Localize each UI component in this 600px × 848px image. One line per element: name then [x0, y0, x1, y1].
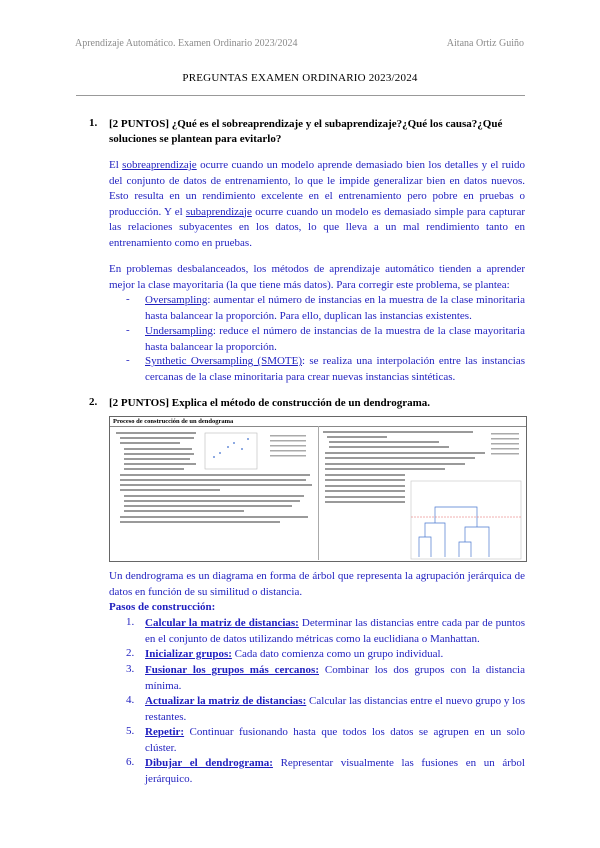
- step-label: Repetir:: [145, 726, 185, 738]
- question-2-number: 2.: [89, 396, 98, 408]
- step-4: [145, 694, 525, 725]
- header-right: Aitana Ortiz Guiño: [446, 38, 524, 49]
- step-1: [145, 616, 525, 647]
- bullet-term: Oversampling: [145, 294, 208, 306]
- bullet-term: Synthetic Oversampling (SMOTE): [145, 355, 303, 367]
- bullet-mark: -: [126, 293, 130, 305]
- question-1-number: 1.: [89, 117, 98, 129]
- step-3: [145, 663, 525, 694]
- dendrogram-notes-figure: [109, 416, 527, 562]
- header-left: Aprendizaje Automático. Examen Ordinario 2023/2024: [75, 38, 298, 49]
- term-subaprendizaje: subaprendizaje: [185, 205, 252, 218]
- figure-title: Proceso de construcción de un dendograma: [113, 418, 234, 425]
- step-label: Dibujar el dendrograma:: [145, 757, 273, 769]
- step-text: Representar visualmente las fusiones en un árbol jerárquico.: [145, 757, 525, 785]
- question-2-text: [2 PUNTOS] Explica el método de construcción de un dendrograma.: [109, 397, 431, 409]
- step-number: 4.: [126, 694, 135, 706]
- figure-right-notes: [319, 427, 526, 561]
- title-rule: [76, 95, 525, 96]
- step-number: 5.: [126, 725, 135, 737]
- step-text: Cada dato comienza como un grupo individual.: [231, 648, 444, 660]
- answer-1-paragraph-1: [109, 158, 525, 251]
- bullet-text: : se realiza una interpolación entre las instancias cercanas de la clase minoritaria para crear nuevas instancias sintéticas.: [145, 355, 525, 383]
- step-label: Actualizar la matriz de distancias:: [145, 695, 307, 707]
- bullet-oversampling: [145, 293, 525, 324]
- answer-2-intro: Un dendrograma es un diagrama en forma de árbol que representa la agrupación jerárquica de datos en función de su similitud o distancia.: [109, 570, 525, 598]
- bullet-mark: -: [126, 324, 130, 336]
- bullet-undersampling: [145, 324, 525, 355]
- answer-1-text-a: El: [109, 159, 123, 171]
- step-text: Calcular las distancias entre el nuevo grupo y los restantes.: [145, 695, 526, 723]
- document-title: PREGUNTAS EXAMEN ORDINARIO 2023/2024: [182, 72, 418, 84]
- bullet-smote: [145, 354, 525, 385]
- bullet-mark: -: [126, 354, 130, 366]
- step-label: Fusionar los grupos más cercanos:: [145, 664, 319, 676]
- term-sobreaprendizaje: sobreaprendizaje: [122, 159, 197, 171]
- step-number: 6.: [126, 756, 135, 768]
- step-label: Inicializar grupos:: [145, 648, 232, 660]
- question-1-text: [2 PUNTOS] ¿Qué es el sobreaprendizaje y el subaprendizaje?¿Qué los causa?¿Qué soluciones se plantean para evitarlo?: [109, 118, 503, 145]
- answer-1-paragraph-2: En problemas desbalanceados, los métodos de aprendizaje automático tienden a aprender mejor la clase mayoritaria (la que tiene más datos). Para corregir este problema, se plantea:: [109, 263, 525, 291]
- answer-1-text-b: ocurre cuando un modelo aprende demasiado bien los detalles y el ruido del conjunto de datos de entrenamiento, lo que le impide generalizar bien en datos nuevos. Esto resulta en un rendimiento excelente en el entrenamiento pero pobre en pruebas o producción. Y el: [109, 159, 526, 218]
- step-text: Combinar los dos grupos con la distancia mínima.: [145, 664, 525, 692]
- figure-left-notes: [110, 427, 318, 561]
- step-6: [145, 756, 525, 787]
- bullet-text: : aumentar el número de instancias en la muestra de la clase minoritaria hasta balancear la proporción. Para ello, duplican las instancias existentes.: [145, 294, 525, 322]
- step-text: Determinar las distancias entre cada par de puntos en el conjunto de datos utilizando métricas como la euclidiana o Manhattan.: [145, 617, 526, 645]
- step-text: Continuar fusionando hasta que todos los datos se agrupen en un solo clúster.: [145, 726, 525, 754]
- step-number: 2.: [126, 647, 135, 659]
- step-number: 1.: [126, 616, 135, 628]
- bullet-term: Undersampling: [145, 325, 213, 337]
- step-5: [145, 725, 525, 756]
- answer-1-text-c: ocurre cuando un modelo es demasiado simple para capturar las relaciones subyacentes en los datos, lo que lleva a un mal rendimiento tanto en entrenamiento como en pruebas.: [109, 205, 525, 249]
- step-2: [145, 647, 525, 663]
- step-number: 3.: [126, 663, 135, 675]
- bullet-text: : reduce el número de instancias de la muestra de la clase mayoritaria hasta balancear la proporción.: [145, 325, 525, 353]
- steps-heading: Pasos de construcción:: [109, 601, 216, 613]
- step-label: Calcular la matriz de distancias:: [145, 617, 299, 629]
